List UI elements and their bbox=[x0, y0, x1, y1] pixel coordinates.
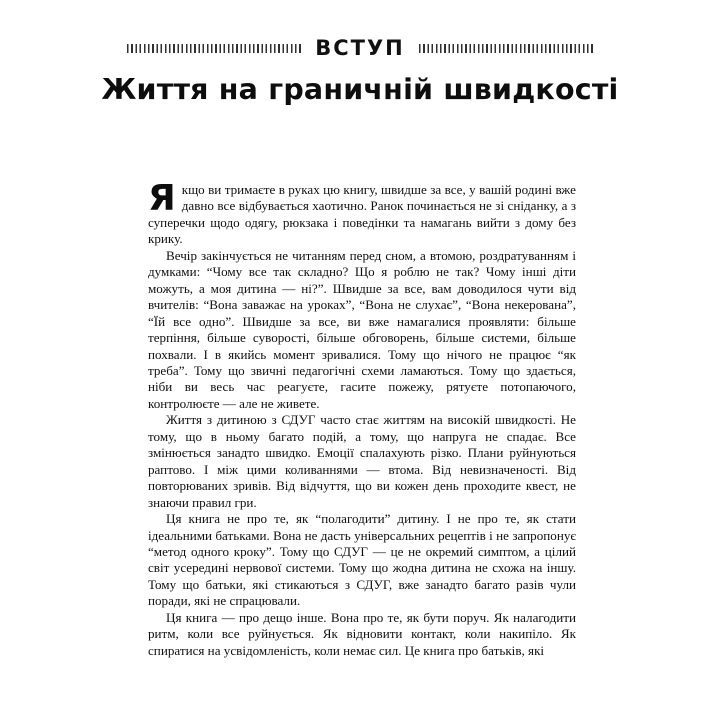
ornament-rule-right bbox=[419, 44, 593, 53]
paragraph-2: Вечір закінчується не читанням перед сном, а втомою, роздратуванням і думками: “Чому все так складно? Що я роблю не так? Чому інші діти можуть, а моя дитина — ні?”. Швидше за все, вам доводилося чути від вчителів: “Вона заважає на уроках”, “Вона не слухає”, “Вона некерована”, “Їй все одно”. Швидше за все, ви вже намагалися проявляти: більше терпіння, більше суворості, більше обговорень, більше системи, більше похвали. І в якийсь момент зривалися. Тому що нічого не працює “як треба”. Тому що звичні педагогічні схеми ламаються. Тому що здається, ніби ви весь час реагуєте, гасите пожежу, рятуєте потопаючого, контролюєте — але не живете. bbox=[148, 247, 576, 411]
chapter-kicker: ВСТУП bbox=[315, 36, 405, 60]
paragraph-5: Ця книга — про дещо інше. Вона про те, як бути поруч. Як налагодити ритм, коли все руйнується. Як відновити контакт, коли накипіло. Як спиратися на усвідомленість, коли немає сил. Це книга про батьків, які bbox=[148, 609, 576, 658]
drop-cap: Я bbox=[148, 178, 176, 219]
body-text bbox=[148, 178, 576, 659]
ornament-rule-left bbox=[127, 44, 301, 53]
paragraph-1 bbox=[148, 178, 576, 248]
chapter-header bbox=[0, 0, 720, 106]
page-title: Життя на граничній швидкості bbox=[101, 73, 619, 106]
paragraph-4: Ця книга не про те, як “полагодити” дитину. І не про те, як стати ідеальними батьками. Вона не дасть універсальних рецептів і не запропонує “метод одного кроку”. Тому що СДУГ — це не окремий симптом, а цілий світ усередині нервової системи. Тому що жодна дитина не схожа на іншу. Тому що батьки, які стикаються з СДУГ, вже занадто багато разів чули поради, які не спрацювали. bbox=[148, 511, 576, 609]
kicker-row bbox=[127, 38, 593, 59]
paragraph-3: Життя з дитиною з СДУГ часто стає життям на високій швидкості. Не тому, що в ньому багато подій, а тому, що напруга не спадає. Все змінюється занадто швидко. Емоції спалахують різко. Плани руйнуються раптово. І між цими коливаннями — втома. Від невизначеності. Від повторюваних зривів. Від відчуття, що ви кожен день проходите квест, не знаючи правил гри. bbox=[148, 412, 576, 510]
top-ornament-rule bbox=[125, 36, 595, 60]
paragraph-1-text: кщо ви тримаєте в руках цю книгу, швидше за все, у вашій родині вже давно все відбувається хаотично. Ранок починається не зі сніданку, а з суперечки щодо одягу, рюкзака і поведінки та намагань вийти з дому без крику. bbox=[148, 182, 576, 247]
